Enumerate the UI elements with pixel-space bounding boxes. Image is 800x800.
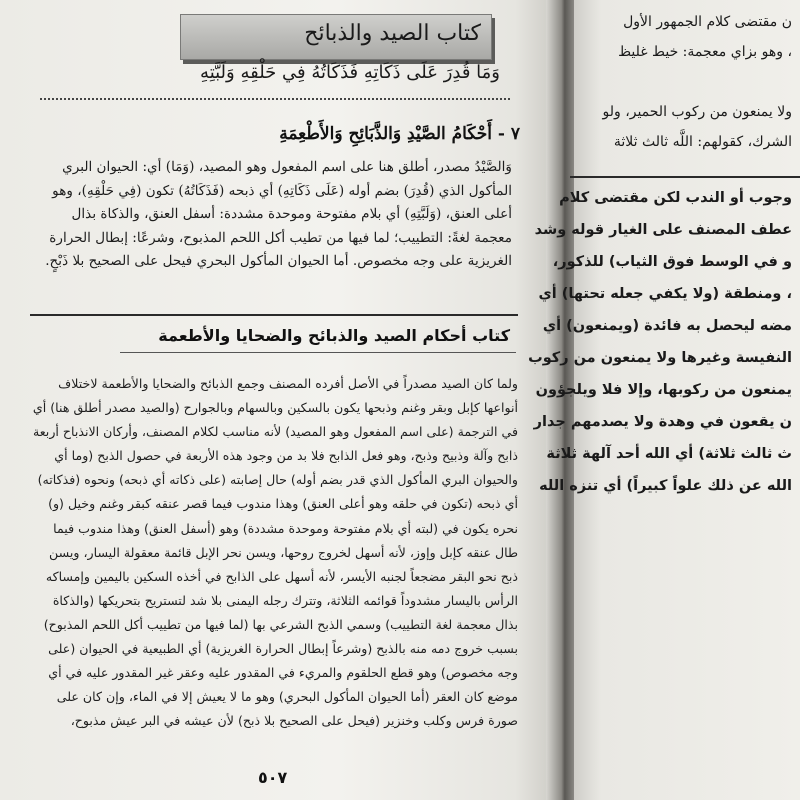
right-page-bold-line: ، ومنطقة (ولا يكفي جعله تحتها) أي (538, 286, 792, 302)
right-page-line: ن مقتضى كلام الجمهور الأول (623, 14, 792, 30)
section-rule-top (30, 314, 518, 316)
dotted-divider (40, 98, 510, 100)
right-page-bold-line: عطف المصنف على الغيار قوله وشد (534, 222, 792, 238)
right-page-bold-line: يمنعون من ركوبها، وإلا فلا ويلجؤون (535, 382, 792, 398)
right-page-bold-line: ن يقعون في وهدة ولا يصدمهم جدار (533, 414, 792, 430)
main-paragraph: وَالصَّيْدُ مصدر، أطلق هنا على اسم المفعول وهو المصيد، (وَمَا) أي: الحيوان البري المأكول الذي (قُدِرَ) بضم أوله (عَلَى ذَكَاتِهِ) أي ذبحه (فَذَكَاتُهُ) تكون (فِي حَلْقِهِ)، وهو أعلى العنق، (وَلَبَّتِهِ) أي بلام مفتوحة وموحدة مشددة: أسفل العنق، والذكاة بذال معجمة لغةً: التطييب؛ لما فيها من تطيب أكل اللحم المذبوح، وشرعًا: إبطال الحرارة الغريزية على وجه مخصوص. أما الحيوان المأكول البحري فيحل على الصحيح بلا ذَبْحٍ. (45, 159, 512, 269)
verse-line: وَمَا قُدِرَ عَلَى ذَكَاتِهِ فَذَكَاتُهُ فِي حَلْقِهِ وَلَبَّتِهِ (200, 62, 500, 83)
chapter-header-title: كتاب الصيد والذبائح (304, 21, 481, 46)
right-page-bold-line: النفيسة وغيرها ولا يمنعون من ركوب (528, 350, 792, 366)
right-page-line: ، وهو بزاي معجمة: خيط غليظ (618, 44, 792, 60)
chapter-header-box (180, 14, 492, 60)
right-page (528, 0, 800, 800)
right-page-rule (570, 176, 800, 178)
right-page-bold-line: ث ثالث ثلاثة) أي الله أحد آلهة ثلاثة (546, 446, 792, 462)
right-page-bold-line: الله عن ذلك علواً كبيراً) أي تنزه الله (539, 478, 792, 494)
right-page-bold-line: وجوب أو الندب لكن مقتضى كلام (559, 190, 792, 206)
commentary-subheading: كتاب أحكام الصيد والذبائح والضحايا والأطعمة (158, 326, 510, 345)
page-number: ٥٠٧ (258, 768, 288, 787)
right-page-line: ولا يمنعون من ركوب الحمير، ولو (602, 104, 792, 120)
right-page-line: الشرك، كقولهم: اللَّه ثالث ثلاثة (613, 134, 792, 150)
section-heading: ٧ - أَحْكَامُ الصَّيْدِ وَالذَّبَائِحِ وَالأَطْعِمَةِ (279, 124, 520, 144)
right-page-bold-line: و في الوسط فوق الثياب) للذكور، (552, 254, 792, 270)
commentary-paragraph: ولما كان الصيد مصدراً في الأصل أفرده المصنف وجمع الذبائح والضحايا والأطعمة لاختلاف أنواعها كإبل وبقر وغنم وذبحها يكون بالسكين وبالسهام وبالجوارح (والصيد مصدر أطلق هنا) أي في الترجمة (على اسم المفعول وهو المصيد) لأنه مناسب لكلام المصنف، وأركان الانذباح أربعة ذابح وآلة وذبيح وذبح، وهو فعل الذابح فلا بد من وجود هذه الأربعة في حصول الذبح (وما أي والحيوان البري المأكول الذي قدر بضم أوله) حال إصابته (على ذكاته أي ذبحه) ونحوه (فذكاته) أي ذبحه (تكون في حلقه وهو أعلى العنق) وهذا مندوب فيما قصر عنقه كبقر وغنم وخيل (و) نحره يكون في (لبته أي بلام مفتوحة وموحدة مشددة) وهو (أسفل العنق) وهذا مندوب فيما طال عنقه كإبل وإوز، لأنه أسهل لخروج روحها، ويسن نحر الإبل قائمة معقولة اليسار، ويسن ذبح نحو البقر مضجعاً لجنبه الأيسر، لأنه أسهل على الذابح في أخذه السكين باليمين وإمساكه الرأس باليسار مشدوداً قوائمه الثلاثة، وتترك رجله اليمنى بلا شد لتستريح بتحريكها (والذكاة بذال معجمة لغة التطييب) وسمي الذبح الشرعي بها (لما فيها من تطييب أكل اللحم المذبوح) بسبب خروج دمه منه بالذبح (وشرعاً إبطال الحرارة الغريزية) أي الطبيعية في الحيوان (على وجه مخصوص) وهو قطع الحلقوم والمريء في المقدور عليه وعقر غير المقدور عليه في أي موضع كان العقر (أما الحيوان المأكول البحري) وهو ما لا يعيش إلا في الماء، وإن كان على صورة فرس وكلب وخنزير (فيحل على الصحيح بلا ذبح) لأن عيشه في البر عيش مذبوح، (32, 376, 518, 729)
subheading-underline (120, 352, 516, 353)
right-page-bold-line: مضه ليحصل به فائدة (ويمنعون) أي (542, 318, 792, 334)
